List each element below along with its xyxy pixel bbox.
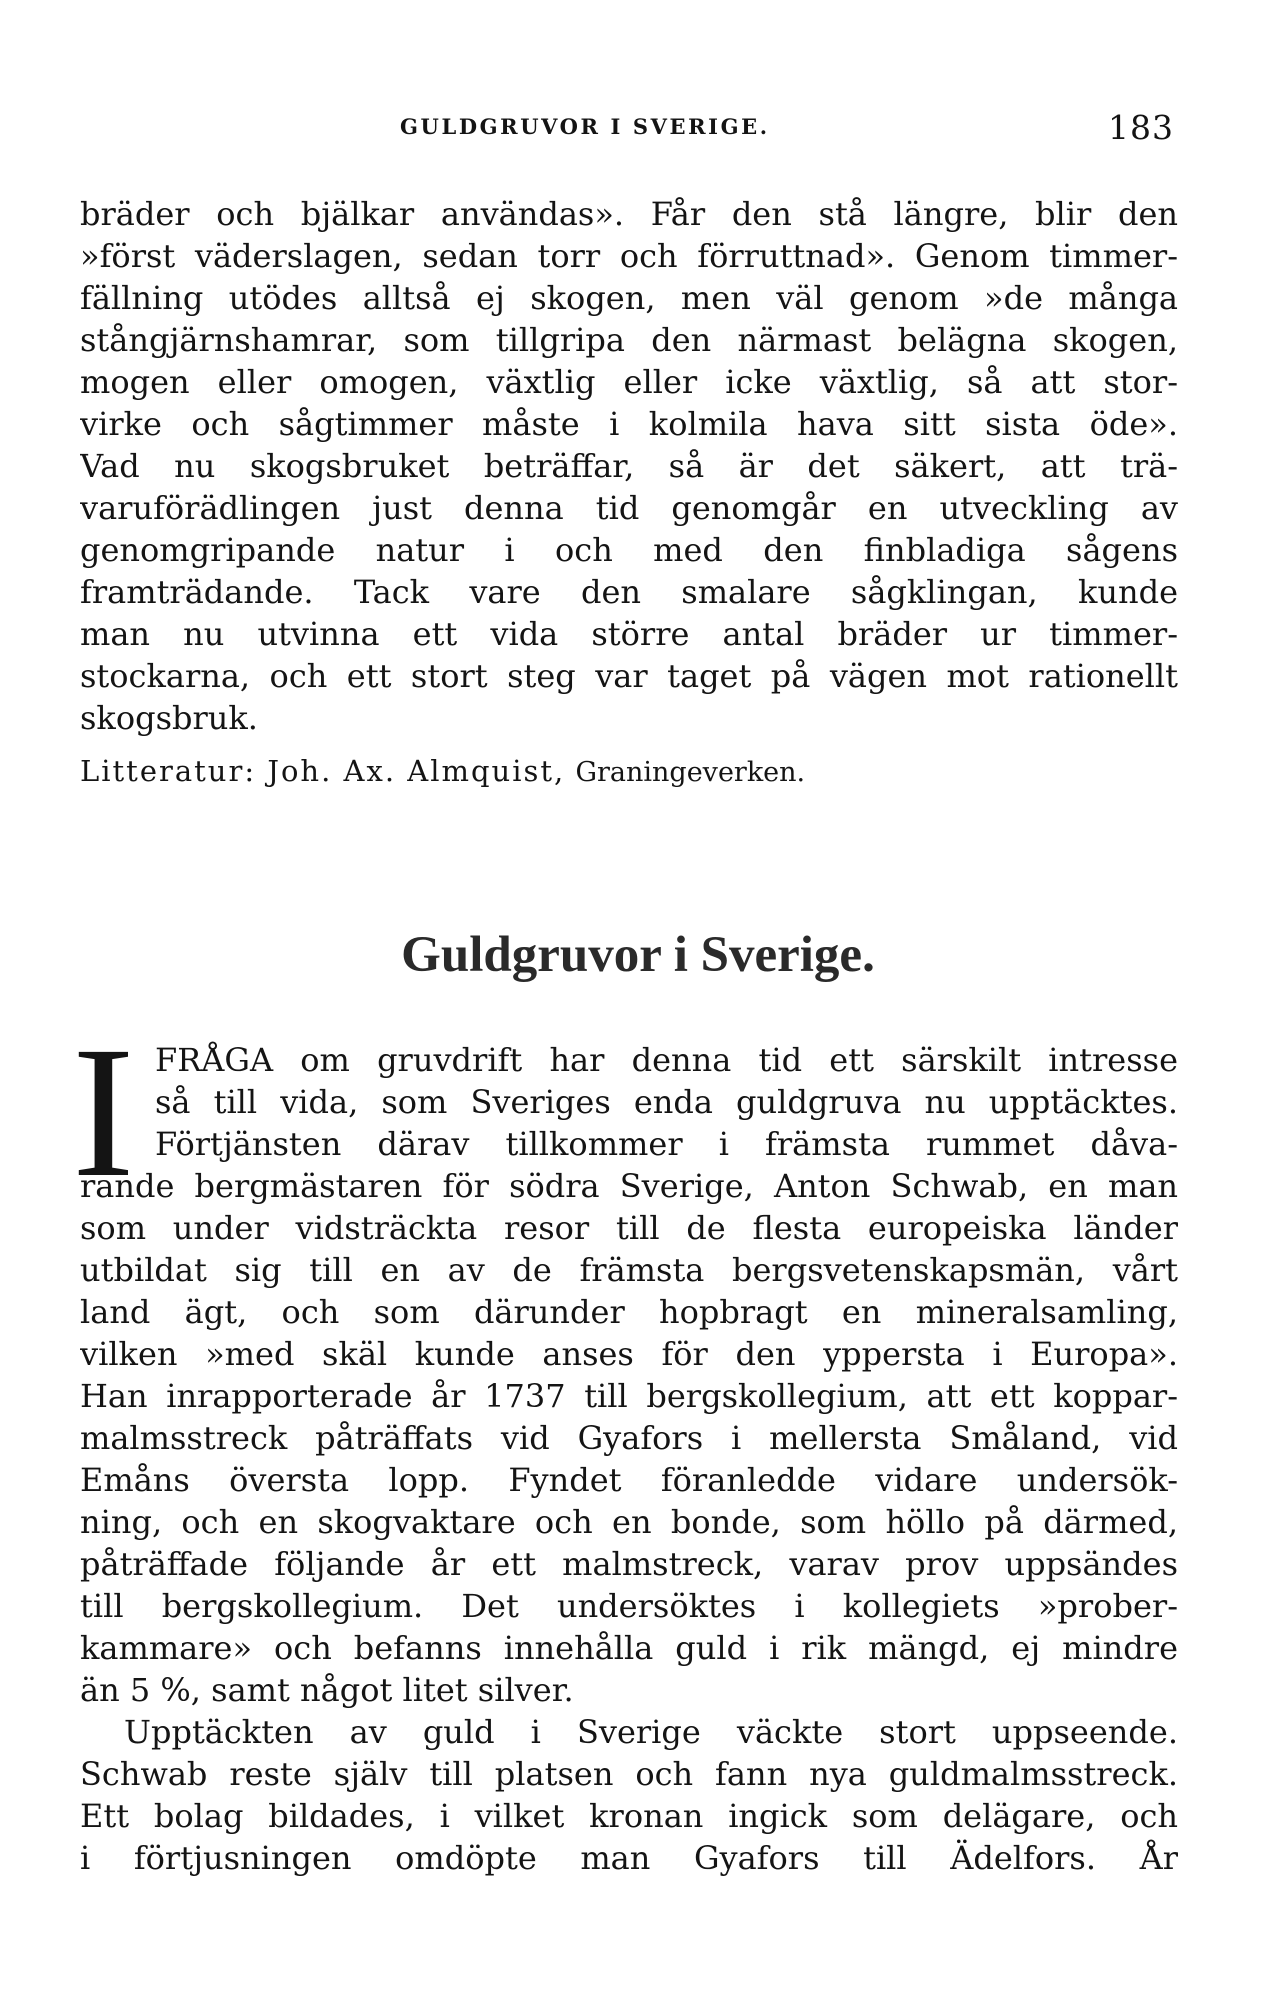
text-line: kammare» och befanns innehålla guld i rik mängd, ej mindre — [80, 1629, 1178, 1667]
text-line: land ägt, och som därunder hopbragt en mineralsamling, — [80, 1293, 1178, 1331]
text-line: mogen eller omogen, växtlig eller icke växtlig, så att stor- — [80, 363, 1178, 401]
text-line: så till vida, som Sveriges enda guldgruva nu upptäcktes. — [155, 1083, 1178, 1121]
text-line: utbildat sig till en av de främsta bergsvetenskapsmän, vårt — [80, 1251, 1178, 1289]
text-line: till bergskollegium. Det undersöktes i kollegiets »prober- — [80, 1587, 1178, 1625]
text-line: Han inrapporterade år 1737 till bergskollegium, att ett koppar- — [80, 1377, 1178, 1415]
literature-title: Graningeverken. — [575, 757, 806, 788]
text-line: varuförädlingen just denna tid genomgår en utveckling av — [80, 489, 1178, 527]
text-line: man nu utvinna ett vida större antal bräder ur timmer- — [80, 615, 1178, 653]
text-line: malmsstreck påträffats vid Gyafors i mellersta Småland, vid — [80, 1419, 1178, 1457]
text-line: »först väderslagen, sedan torr och förruttnad». Genom timmer- — [80, 237, 1178, 275]
text-line: Schwab reste själv till platsen och fann nya guldmalmsstreck. — [80, 1755, 1178, 1793]
text-line: FRÅGA om gruvdrift har denna tid ett särskilt intresse — [155, 1041, 1178, 1079]
drop-cap: I — [72, 1007, 135, 1216]
text-line: skogsbruk. — [80, 699, 258, 737]
section-body — [80, 1165, 1178, 1879]
text-line: genomgripande natur i och med den finbladiga sågens — [80, 531, 1178, 569]
text-line: ning, och en skogvaktare och en bonde, som höllo på därmed, — [80, 1503, 1178, 1541]
text-line: stångjärnshamrar, som tillgripa den närmast belägna skogen, — [80, 321, 1178, 359]
text-line: fällning utödes alltså ej skogen, men väl genom »de många — [80, 279, 1178, 317]
literature-label: Litteratur: Joh. Ax. Almquist, — [80, 754, 566, 788]
text-line: stockarna, och ett stort steg var taget på vägen mot rationellt — [80, 657, 1178, 695]
dropcap-paragraph-start — [155, 1039, 1178, 1165]
text-line: vilken »med skäl kunde anses för den yppersta i Europa». — [80, 1335, 1178, 1373]
running-title: GULDGRUVOR I SVERIGE. — [400, 114, 770, 139]
text-line: som under vidsträckta resor till de flesta europeiska länder — [80, 1209, 1178, 1247]
text-line: bräder och bjälkar användas». Får den stå längre, blir den — [80, 195, 1178, 233]
text-line: framträdande. Tack vare den smalare sågklingan, kunde — [80, 573, 1178, 611]
page-number: 183 — [1108, 108, 1174, 147]
running-head — [0, 108, 1276, 152]
section-heading: Guldgruvor i Sverige. — [401, 927, 875, 983]
text-line: Ett bolag bildades, i vilket kronan ingick som delägare, och — [80, 1797, 1178, 1835]
text-line: Emåns översta lopp. Fyndet föranledde vidare undersök- — [80, 1461, 1178, 1499]
top-section — [80, 193, 1178, 791]
text-line: Vad nu skogsbruket beträffar, så är det säkert, att trä- — [80, 447, 1178, 485]
text-line: Förtjänsten därav tillkommer i främsta rummet dåva- — [155, 1125, 1178, 1163]
text-line: påträffade följande år ett malmstreck, varav prov uppsändes — [80, 1545, 1178, 1583]
text-line: än 5 %, samt något litet silver. — [80, 1671, 574, 1709]
text-line: rande bergmästaren för södra Sverige, Anton Schwab, en man — [80, 1167, 1178, 1205]
text-line: virke och sågtimmer måste i kolmila hava sitt sista öde». — [80, 405, 1178, 443]
text-line: i förtjusningen omdöpte man Gyafors till Ädelfors. År — [80, 1839, 1178, 1877]
literature-reference — [80, 749, 1178, 791]
text-line: Upptäckten av guld i Sverige väckte stort uppseende. — [124, 1713, 1178, 1751]
